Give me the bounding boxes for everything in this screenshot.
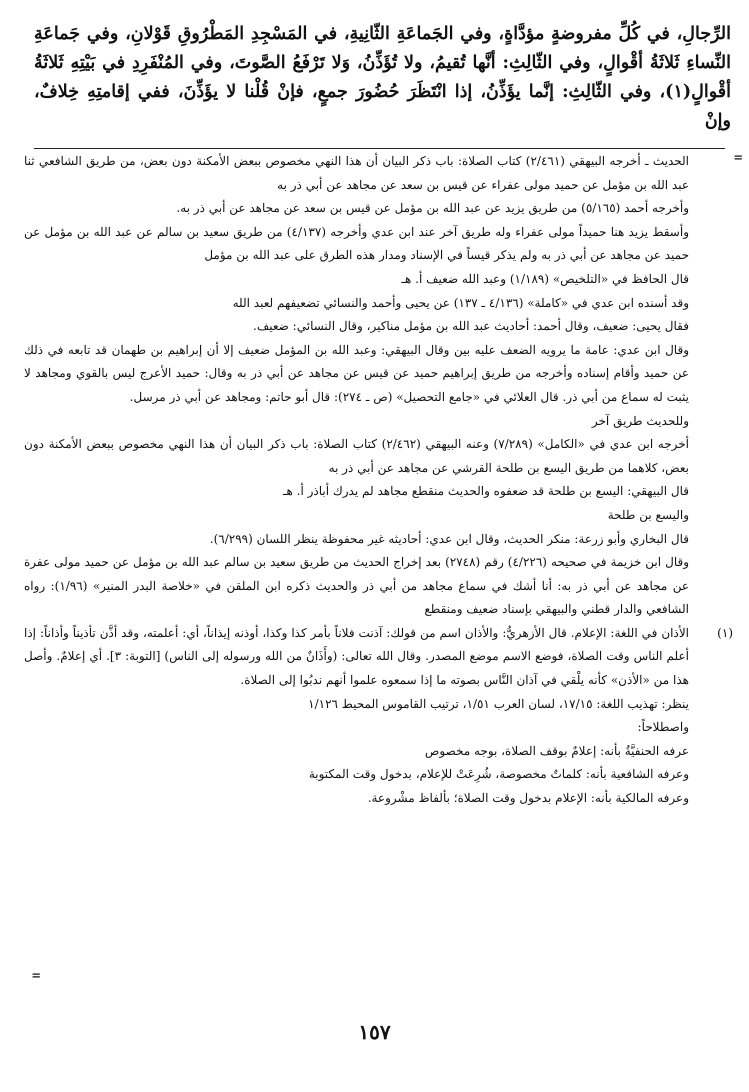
footnote-refs: ينظر: تهذيب اللغة: ١٧/١٥، لسان العرب ١/٥١، ترتيب القاموس المحيط ١/١٢٦: [308, 696, 689, 711]
main-text: [34, 20, 731, 136]
note-line: وقال ابن خزيمة في صحيحه (٤/٢٢٦) رقم (٢٧٤٨) بعد إخراج الحديث من طريق سعيد بن سالم عبد الله بن مؤمل عن حميد مولى عفرة عن مجاهد عن أبي ذر به: أنا أشك في سماع مجاهد من أبي ذر والحديث ذكره ابن الملقن في «خلاصة البدر المنير» (١/٩٦): رواه الشافعي والدار قطني والبيهقي بإسناد ضعيف ومنقطع: [24, 555, 690, 617]
main-paragraph: الرِّجالِ، في كُلِّ مفروضةٍ مؤدَّاةٍ، وفي الجَماعَةِ الثّانِيةِ، في المَسْجِدِ المَطْرُوقِ قَوْلانِ، وفي جَماعَةِ النِّساءِ ثَلاثَةُ أقْوالٍ، وفي الثّالِثِ: أنَّها تُقيمُ، ولا تُؤَذِّنُ، وَلا تَرْفَعُ الصَّوتَ، وفي المُنْفَرِدِ في بَيْتِهِ ثَلاثَةُ أقْوالٍ(١)، وفي الثّالِثِ: إنَّما يؤَذِّنُ، إذا انْتَظَرَ حُضُورَ جمعٍ، فإنْ قُلْنا لا يؤَذِّنَ، ففي إقامتِهِ خِلافٌ، وإنْ: [34, 24, 731, 131]
note-line: فقال يحيى: ضعيف، وقال أحمد: أحاديث عبد الله بن مؤمل مناكير، وقال النسائي: ضعيف.: [253, 319, 689, 334]
note-line: الحديث ـ أخرجه البيهقي (٢/٤٦١) كتاب الصلاة: باب ذكر البيان أن هذا النهي مخصوص ببعض الأمكنة دون بعض، من طريق الشافعي ثنا عبد الله بن مؤمل عن حميد مولى عفراء عن قيس بن سعد عن مجاهد عن أبي ذر به: [24, 154, 689, 192]
page-number: ١٥٧: [358, 1020, 391, 1044]
note-line: قال الحافظ في «التلخيص» (١/١٨٩) وعبد الله ضعيف أ. هـ: [401, 271, 689, 286]
continuation-mark-top: =: [734, 150, 743, 166]
continuation-mark-bottom: =: [32, 968, 41, 984]
footnote-def: وعرفه المالكية بأنه: الإعلام بدخول وقت الصلاة؛ بألفاظ مشْروعة.: [367, 791, 689, 806]
note-line: وأسقط يزيد هنا حميداً مولى عفراء وله طريق آخر عند ابن عدي وأخرجه (٤/١٣٧) من طريق سعيد بن سالم عن عبد الله بن مؤمل عن حميد عن مجاهد عن أبي ذر به ولم يذكر قيساً في الإسناد ومدار هذه الطرق على عبد الله بن مؤمل: [24, 224, 689, 263]
note-line: وقال ابن عدي: عامة ما يرويه الضعف عليه بين وقال البيهقي: وعبد الله بن المؤمل ضعيف إلا أن إبراهيم بن طهمان قد تابعه في ذلك عن حميد وأقام إسناده وأخرجه من طريق إبراهيم حميد عن قيس عن مجاهد عن أبي ذر به وقال: حميد الأعرج ليس بالقوي ومجاهد لا يثبت له سماع من أبي ذر. قال العلائي في «جامع التحصيل» (ص ـ ٢٧٤): قال أبو حاتم: ومجاهد عن أبي ذر مرسل.: [24, 342, 689, 404]
footnote-separator: [34, 148, 725, 149]
note-line: قال البيهقي: اليسع بن طلحة قد ضعفوه والحديث منقطع مجاهد لم يدرك أباذر أ. هـ: [282, 484, 689, 499]
footnote-text: الأذان في اللغة: الإعلام. قال الأزهريُّ: والأذان اسم من قولك: آذنت فلاناً بأمر كذا وكذا، أوذنه إيذاناً، أي: أعلمته، وقد أذَّن تأذيناً وأذاناً: إذا أعلم الناس وقت الصلاة، فوضع الاسم موضع المصدر. وقال الله تعالى: (وأَذَانٌ من الله ورسوله إلى الناس) [التوبة: ٣]. أي إعلامٌ. وأصل هذا من «الأذن» كأنه يلْقي في آذان النَّاس بصوته ما إذا سمعوه علموا أنهم ندبُوا إلى الصلاة.: [24, 625, 689, 688]
footnote-def: عرفه الحنفيَّةُ بأنه: إعلامٌ بوقف الصلاة، بوجه مخصوص: [424, 743, 689, 758]
note-line: واليسع بن طلحة: [607, 507, 689, 522]
footnote-1: [24, 622, 733, 811]
footnotes: [24, 150, 733, 811]
note-line: قال البخاري وأبو زرعة: منكر الحديث، وقال ابن عدي: أحاديثه غير محفوظة ينظر اللسان (٦/٢٩٩).: [209, 531, 689, 546]
note-line: أخرجه ابن عدي في «الكامل» (٧/٢٨٩) وعنه البيهقي (٢/٤٦٢) كتاب الصلاة: باب ذكر البيان أن هذا النهي مخصوص ببعض الأمكنة دون بعض، كلاهما من طريق اليسع بن طلحة القرشي عن مجاهد عن أبي ذر به: [24, 437, 690, 475]
note-line: وأخرجه أحمد (٥/١٦٥) من طريق يزيد عن عبد الله بن مؤمل عن قيس بن سعد عن مجاهد عن أبي ذر به.: [176, 201, 689, 216]
footnote-defs-heading: واصطلاحاً:: [637, 720, 689, 735]
note-line: وللحديث طريق آخر: [591, 413, 689, 428]
footnote-number: (١): [717, 625, 733, 640]
note-line: وقد أسنده ابن عدي في «كاملة» (٤/١٣٦ ـ ١٣٧) عن يحيى وأحمد والنسائي تضعيفهم لعبد الله: [232, 295, 689, 310]
footnote-def: وعرفه الشافعية بأنه: كلماتٌ مخصوصة، شُرِعَتْ للإعلام، بدخول وقت المكتوبة: [308, 767, 689, 782]
